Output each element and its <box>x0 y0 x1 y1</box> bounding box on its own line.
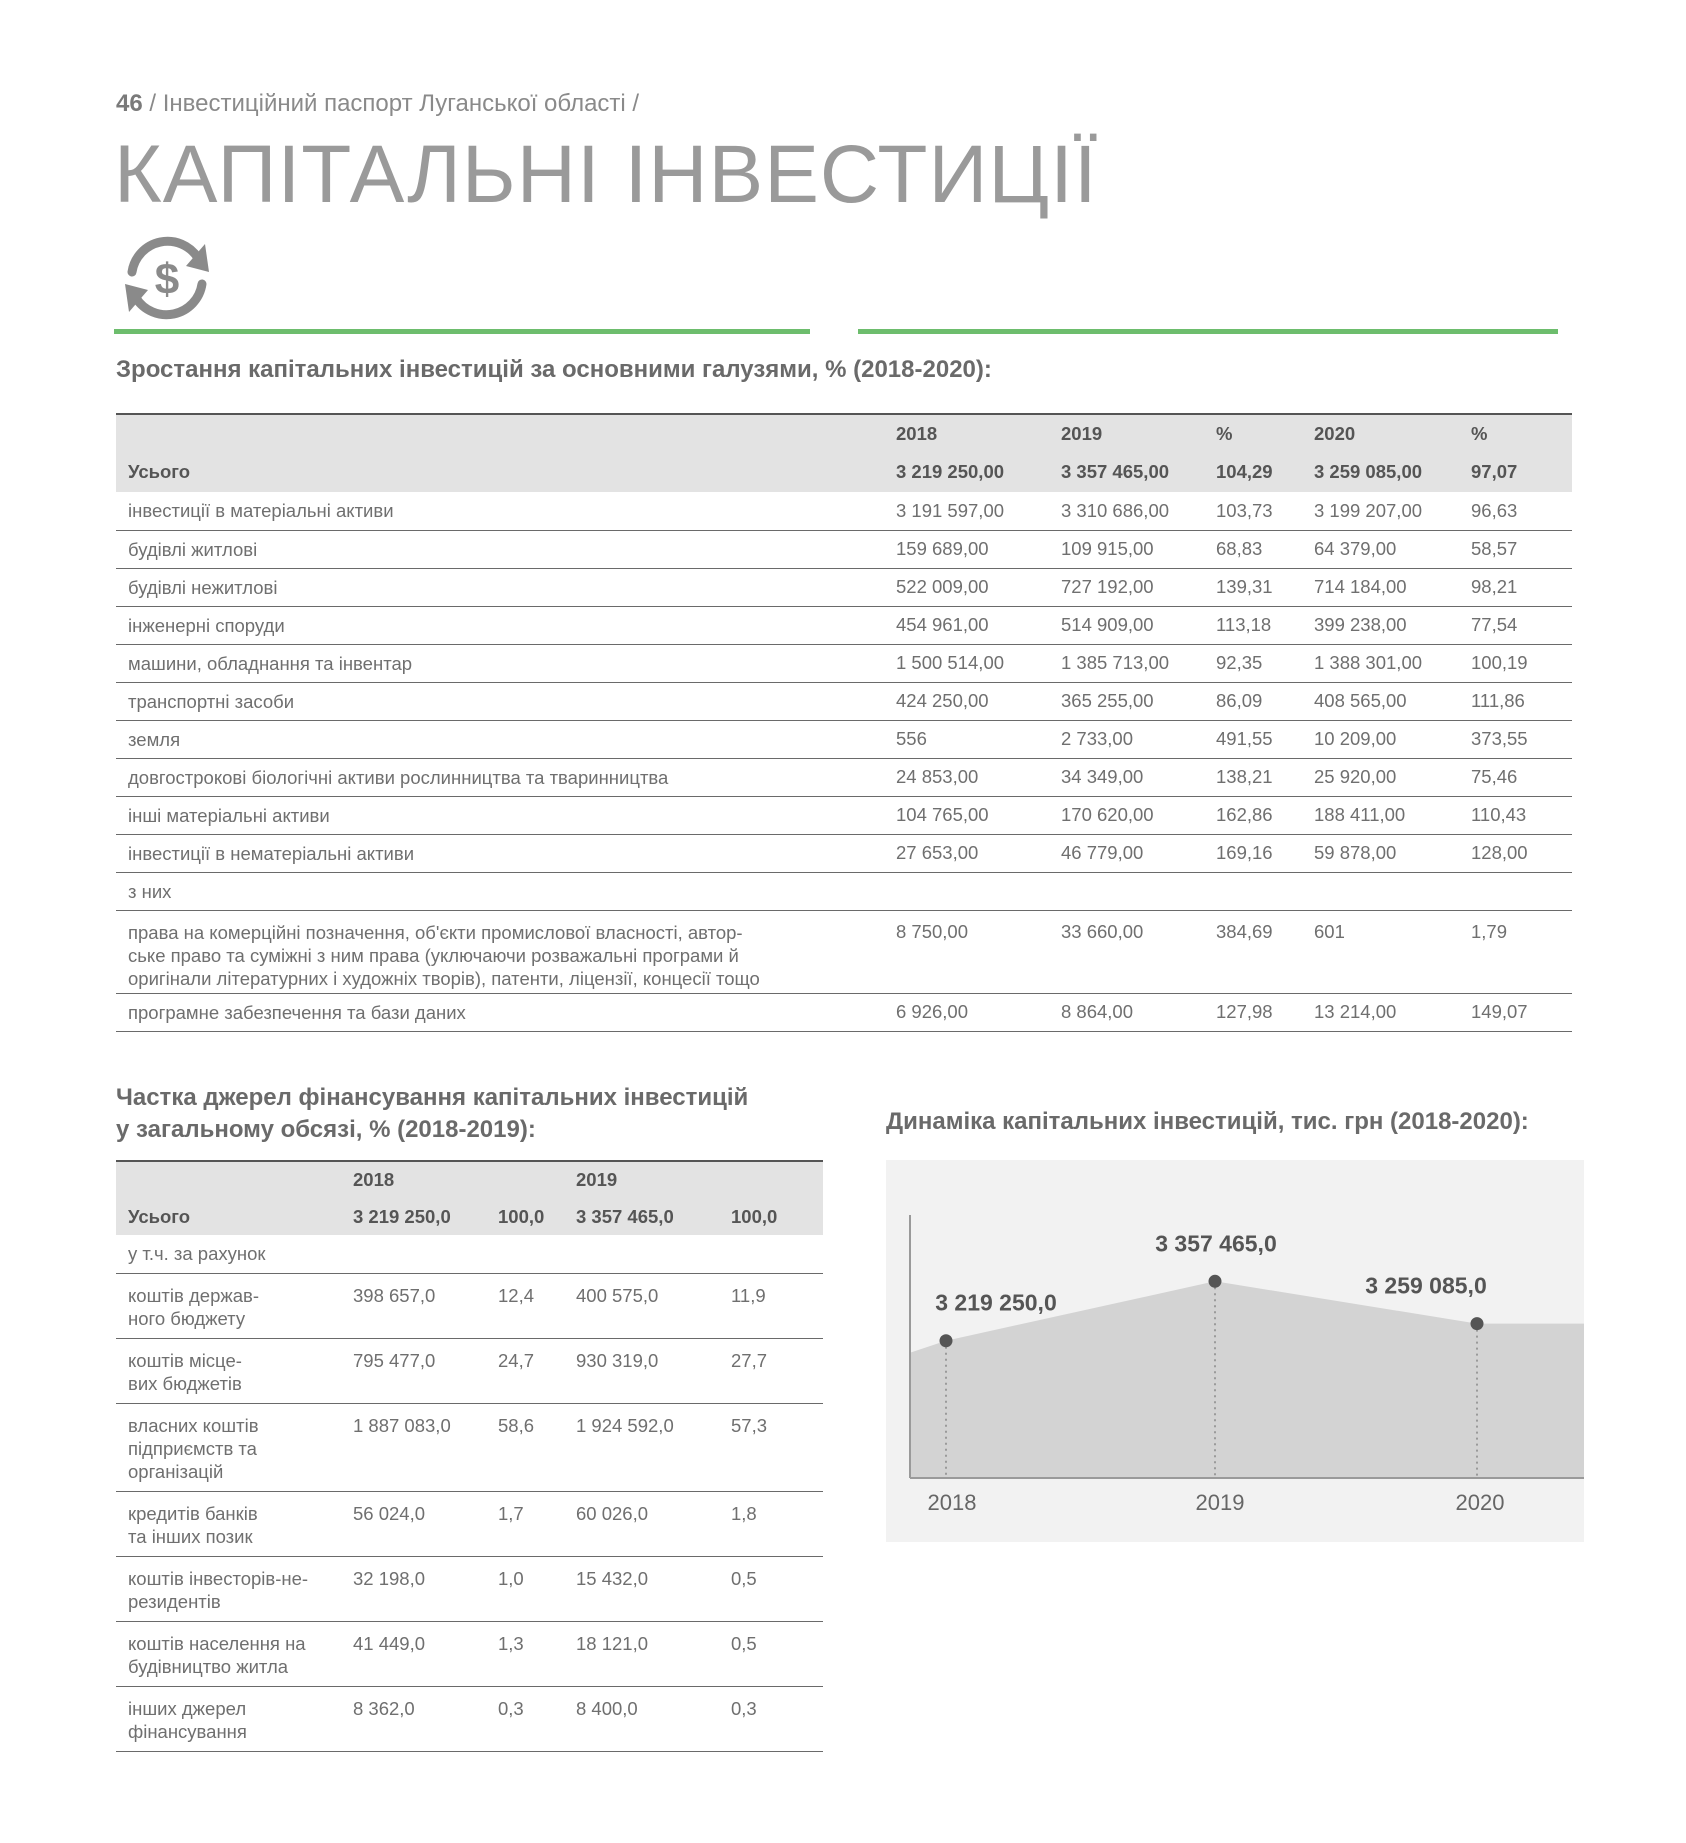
table-cell: 104 765,00 <box>896 804 989 825</box>
table-cell: 68,83 <box>1216 538 1263 559</box>
table-cell: 18 121,0 <box>576 1632 649 1654</box>
column-header: % <box>1471 422 1488 444</box>
table-cell: 109 915,00 <box>1061 538 1154 559</box>
table-cell: будівлі житлові <box>128 538 258 560</box>
sources-title-line: у загальному обсязі, % (2018-2019): <box>116 1116 536 1143</box>
divider-left <box>114 329 810 334</box>
table-cell: 32 198,0 <box>353 1567 426 1589</box>
table-cell: 57,3 <box>731 1414 768 1436</box>
table-cell: 714 184,00 <box>1314 576 1407 597</box>
table-cell: 12,4 <box>498 1284 535 1306</box>
table-cell: 3 219 250,0 <box>353 1205 451 1227</box>
column-header <box>731 1161 823 1198</box>
subheader-row <box>116 1235 823 1273</box>
table-cell: коштів місце- вих бюджетів <box>128 1349 242 1394</box>
table-row <box>116 720 1572 758</box>
table-cell: 514 909,00 <box>1061 614 1154 635</box>
table-cell <box>896 872 1061 910</box>
table-cell: 139,31 <box>1216 576 1273 597</box>
table-row <box>116 1686 823 1751</box>
table-cell: 3 191 597,00 <box>896 499 1005 521</box>
chart-title: Динаміка капітальних інвестицій, тис. грн (2018-2020): <box>886 1108 1529 1135</box>
table-cell: 149,07 <box>1471 1001 1528 1022</box>
table-row <box>116 1273 823 1338</box>
table-cell: 1,0 <box>498 1567 524 1589</box>
table-cell: 103,73 <box>1216 499 1273 521</box>
table-cell: 795 477,0 <box>353 1349 436 1371</box>
page-header <box>116 90 639 118</box>
table-cell: 111,86 <box>1471 690 1525 711</box>
table-cell: 113,18 <box>1216 614 1272 635</box>
table-row <box>116 1338 823 1403</box>
table-cell: з них <box>128 880 172 902</box>
table-row <box>116 758 1572 796</box>
table-cell: 1 924 592,0 <box>576 1414 674 1436</box>
table-cell: 98,21 <box>1471 576 1518 597</box>
table-cell: 1,8 <box>731 1502 757 1524</box>
table-cell: 0,3 <box>731 1697 757 1719</box>
table-cell: 58,57 <box>1471 538 1518 559</box>
table-row <box>116 1491 823 1556</box>
table-cell: 75,46 <box>1471 766 1518 787</box>
table-row <box>116 644 1572 682</box>
table-cell: 454 961,00 <box>896 614 989 635</box>
data-label: 3 357 465,0 <box>1155 1230 1277 1257</box>
table-cell: 100,19 <box>1471 652 1528 673</box>
table-cell: довгострокові біологічні активи рослинництва та тваринництва <box>128 766 669 788</box>
table-cell: 1 500 514,00 <box>896 652 1005 673</box>
column-header: 2020 <box>1314 422 1356 444</box>
table-cell: кредитів банків та інших позик <box>128 1502 258 1547</box>
table-cell: 8 750,00 <box>896 920 969 942</box>
table-cell <box>1061 872 1216 910</box>
table-cell: 491,55 <box>1216 728 1273 749</box>
table-row <box>116 568 1572 606</box>
table-cell: 56 024,0 <box>353 1502 426 1524</box>
table-row <box>116 796 1572 834</box>
table-cell: 24,7 <box>498 1349 535 1371</box>
table-cell: коштів інвесторів-не- резидентів <box>128 1567 309 1612</box>
table-cell: 127,98 <box>1216 1001 1273 1022</box>
table-cell: 2 733,00 <box>1061 728 1134 749</box>
table-cell: 0,5 <box>731 1567 757 1589</box>
table-cell: 6 926,00 <box>896 1001 969 1022</box>
table-cell: 3 219 250,00 <box>896 461 1005 482</box>
table-cell: 96,63 <box>1471 499 1518 521</box>
table-cell: 1,7 <box>498 1502 524 1524</box>
table-row <box>116 682 1572 720</box>
table-cell: 1 388 301,00 <box>1314 652 1423 673</box>
sources-table <box>116 1160 823 1752</box>
table-cell <box>1314 872 1471 910</box>
table-cell: 424 250,00 <box>896 690 989 711</box>
table-cell: 77,54 <box>1471 614 1518 635</box>
column-header: 2018 <box>896 422 938 444</box>
table-cell: програмне забезпечення та бази даних <box>128 1001 466 1023</box>
table-cell: 1 887 083,0 <box>353 1414 451 1436</box>
table-cell: власних коштів підприємств та організацій <box>128 1414 259 1482</box>
sources-title-line: Частка джерел фінансування капітальних інвестицій <box>116 1084 749 1111</box>
table-cell: 41 449,0 <box>353 1632 426 1654</box>
table-cell: 97,07 <box>1471 461 1518 482</box>
table-cell: 104,29 <box>1216 461 1273 482</box>
table-cell: 138,21 <box>1216 766 1273 787</box>
table-cell: 15 432,0 <box>576 1567 649 1589</box>
column-header: 2019 <box>576 1169 618 1190</box>
table-header-row <box>116 1161 823 1198</box>
table-cell: інвестиції в матеріальні активи <box>128 500 394 522</box>
table-cell: 24 853,00 <box>896 766 979 787</box>
column-header: 2018 <box>353 1169 395 1190</box>
table-cell: 522 009,00 <box>896 576 989 597</box>
table-row <box>116 872 1572 910</box>
growth-table <box>116 413 1572 1032</box>
table-cell: коштів держав- ного бюджету <box>128 1284 260 1329</box>
table-cell: 25 920,00 <box>1314 766 1397 787</box>
table-cell: 27,7 <box>731 1349 768 1371</box>
table-cell: 556 <box>896 728 927 749</box>
table-row <box>116 606 1572 644</box>
column-header: % <box>1216 422 1233 444</box>
table-cell: 11,9 <box>731 1284 766 1306</box>
table-cell: Усього <box>128 1205 191 1227</box>
table-row <box>116 910 1572 993</box>
table-cell: 188 411,00 <box>1314 804 1406 825</box>
table-cell: 64 379,00 <box>1314 538 1397 559</box>
table-cell: інвестиції в нематеріальні активи <box>128 842 415 864</box>
table-cell: машини, обладнання та інвентар <box>128 652 413 674</box>
data-label: 3 259 085,0 <box>1365 1272 1487 1299</box>
data-point <box>1471 1317 1484 1330</box>
table-cell: 159 689,00 <box>896 538 989 559</box>
table-cell: 3 259 085,00 <box>1314 461 1423 482</box>
table-cell <box>1471 872 1572 910</box>
table-cell: 58,6 <box>498 1414 535 1436</box>
growth-title: Зростання капітальних інвестицій за основними галузями, % (2018-2020): <box>116 356 992 383</box>
column-header: 2019 <box>1061 422 1103 444</box>
table-row <box>116 993 1572 1031</box>
table-row <box>116 1556 823 1621</box>
table-cell: коштів населення на будівництво житла <box>128 1632 306 1677</box>
table-cell: 27 653,00 <box>896 842 979 863</box>
column-header <box>498 1161 576 1198</box>
table-cell: 110,43 <box>1471 804 1527 825</box>
table-cell: 128,00 <box>1471 842 1528 863</box>
table-cell: 170 620,00 <box>1061 804 1154 825</box>
table-cell: 3 310 686,00 <box>1061 499 1170 521</box>
table-cell <box>1216 872 1314 910</box>
table-cell: 930 319,0 <box>576 1349 659 1371</box>
table-cell: 8 362,0 <box>353 1697 415 1719</box>
table-cell: 398 657,0 <box>353 1284 436 1306</box>
total-row <box>116 452 1572 492</box>
table-cell: 408 565,00 <box>1314 690 1407 711</box>
table-cell: 92,35 <box>1216 652 1263 673</box>
table-cell: 13 214,00 <box>1314 1001 1397 1022</box>
table-row <box>116 1621 823 1686</box>
page-title: КАПІТАЛЬНІ ІНВЕСТИЦІЇ <box>114 129 1098 220</box>
column-header <box>116 414 896 452</box>
table-cell: 162,86 <box>1216 804 1273 825</box>
data-label: 3 219 250,0 <box>935 1289 1057 1316</box>
table-cell: 59 878,00 <box>1314 842 1397 863</box>
table-cell: 601 <box>1314 920 1345 942</box>
table-cell: 0,3 <box>498 1697 524 1719</box>
table-cell: 727 192,00 <box>1061 576 1154 597</box>
table-cell: 1,3 <box>498 1632 524 1654</box>
table-cell: 399 238,00 <box>1314 614 1407 635</box>
table-cell: 60 026,0 <box>576 1502 649 1524</box>
table-cell: 400 575,0 <box>576 1284 659 1306</box>
total-row <box>116 1198 823 1235</box>
table-cell: 8 400,0 <box>576 1697 638 1719</box>
table-cell: 8 864,00 <box>1061 1001 1134 1022</box>
table-cell: у т.ч. за рахунок <box>128 1242 266 1264</box>
dollar-cycle-icon <box>112 222 222 332</box>
table-row <box>116 1403 823 1491</box>
dynamics-chart <box>886 1160 1584 1542</box>
table-cell: інших джерел фінансування <box>128 1697 247 1742</box>
table-cell: 100,0 <box>731 1205 778 1227</box>
table-cell: транспортні засоби <box>128 690 295 712</box>
column-header <box>116 1161 353 1198</box>
data-point <box>1209 1275 1222 1288</box>
table-cell: 34 349,00 <box>1061 766 1144 787</box>
breadcrumb: / Інвестиційний паспорт Луганської області / <box>149 90 640 117</box>
table-cell: 365 255,00 <box>1061 690 1154 711</box>
table-row <box>116 492 1572 530</box>
table-cell: 373,55 <box>1471 728 1528 749</box>
x-tick-label: 2019 <box>1195 1490 1245 1515</box>
table-cell: інші матеріальні активи <box>128 804 330 826</box>
table-cell: інженерні споруди <box>128 614 285 636</box>
table-cell: будівлі нежитлові <box>128 576 278 598</box>
table-cell: 384,69 <box>1216 920 1273 942</box>
table-row <box>116 530 1572 568</box>
table-cell: 3 199 207,00 <box>1314 499 1423 521</box>
table-cell: 1,79 <box>1471 920 1508 942</box>
table-cell: 10 209,00 <box>1314 728 1397 749</box>
table-cell: 3 357 465,00 <box>1061 461 1170 482</box>
table-cell: 33 660,00 <box>1061 920 1144 942</box>
table-row <box>116 834 1572 872</box>
table-cell: 46 779,00 <box>1061 842 1144 863</box>
table-cell: 86,09 <box>1216 690 1263 711</box>
table-cell: земля <box>128 728 181 750</box>
data-point <box>940 1334 953 1347</box>
svg-text:$: $ <box>154 255 180 304</box>
x-tick-label: 2018 <box>927 1490 977 1515</box>
table-header-row <box>116 414 1572 452</box>
sources-title <box>116 1082 748 1146</box>
divider-right <box>858 329 1558 334</box>
table-cell: 169,16 <box>1216 842 1273 863</box>
page-number: 46 <box>116 90 143 117</box>
table-cell: Усього <box>128 461 191 482</box>
table-cell: 100,0 <box>498 1205 545 1227</box>
table-cell: права на комерційні позначення, об'єкти промислової власності, автор- ське право та суміжні з ним права (уключаючи розважальні програми й оригінали літературних і художніх творів), патенти, ліцензії, концесії тощо <box>128 921 760 989</box>
x-tick-label: 2020 <box>1455 1490 1505 1515</box>
table-cell: 1 385 713,00 <box>1061 652 1170 673</box>
table-cell: 0,5 <box>731 1632 757 1654</box>
table-cell: 3 357 465,0 <box>576 1205 674 1227</box>
chart-panel <box>886 1160 1584 1542</box>
